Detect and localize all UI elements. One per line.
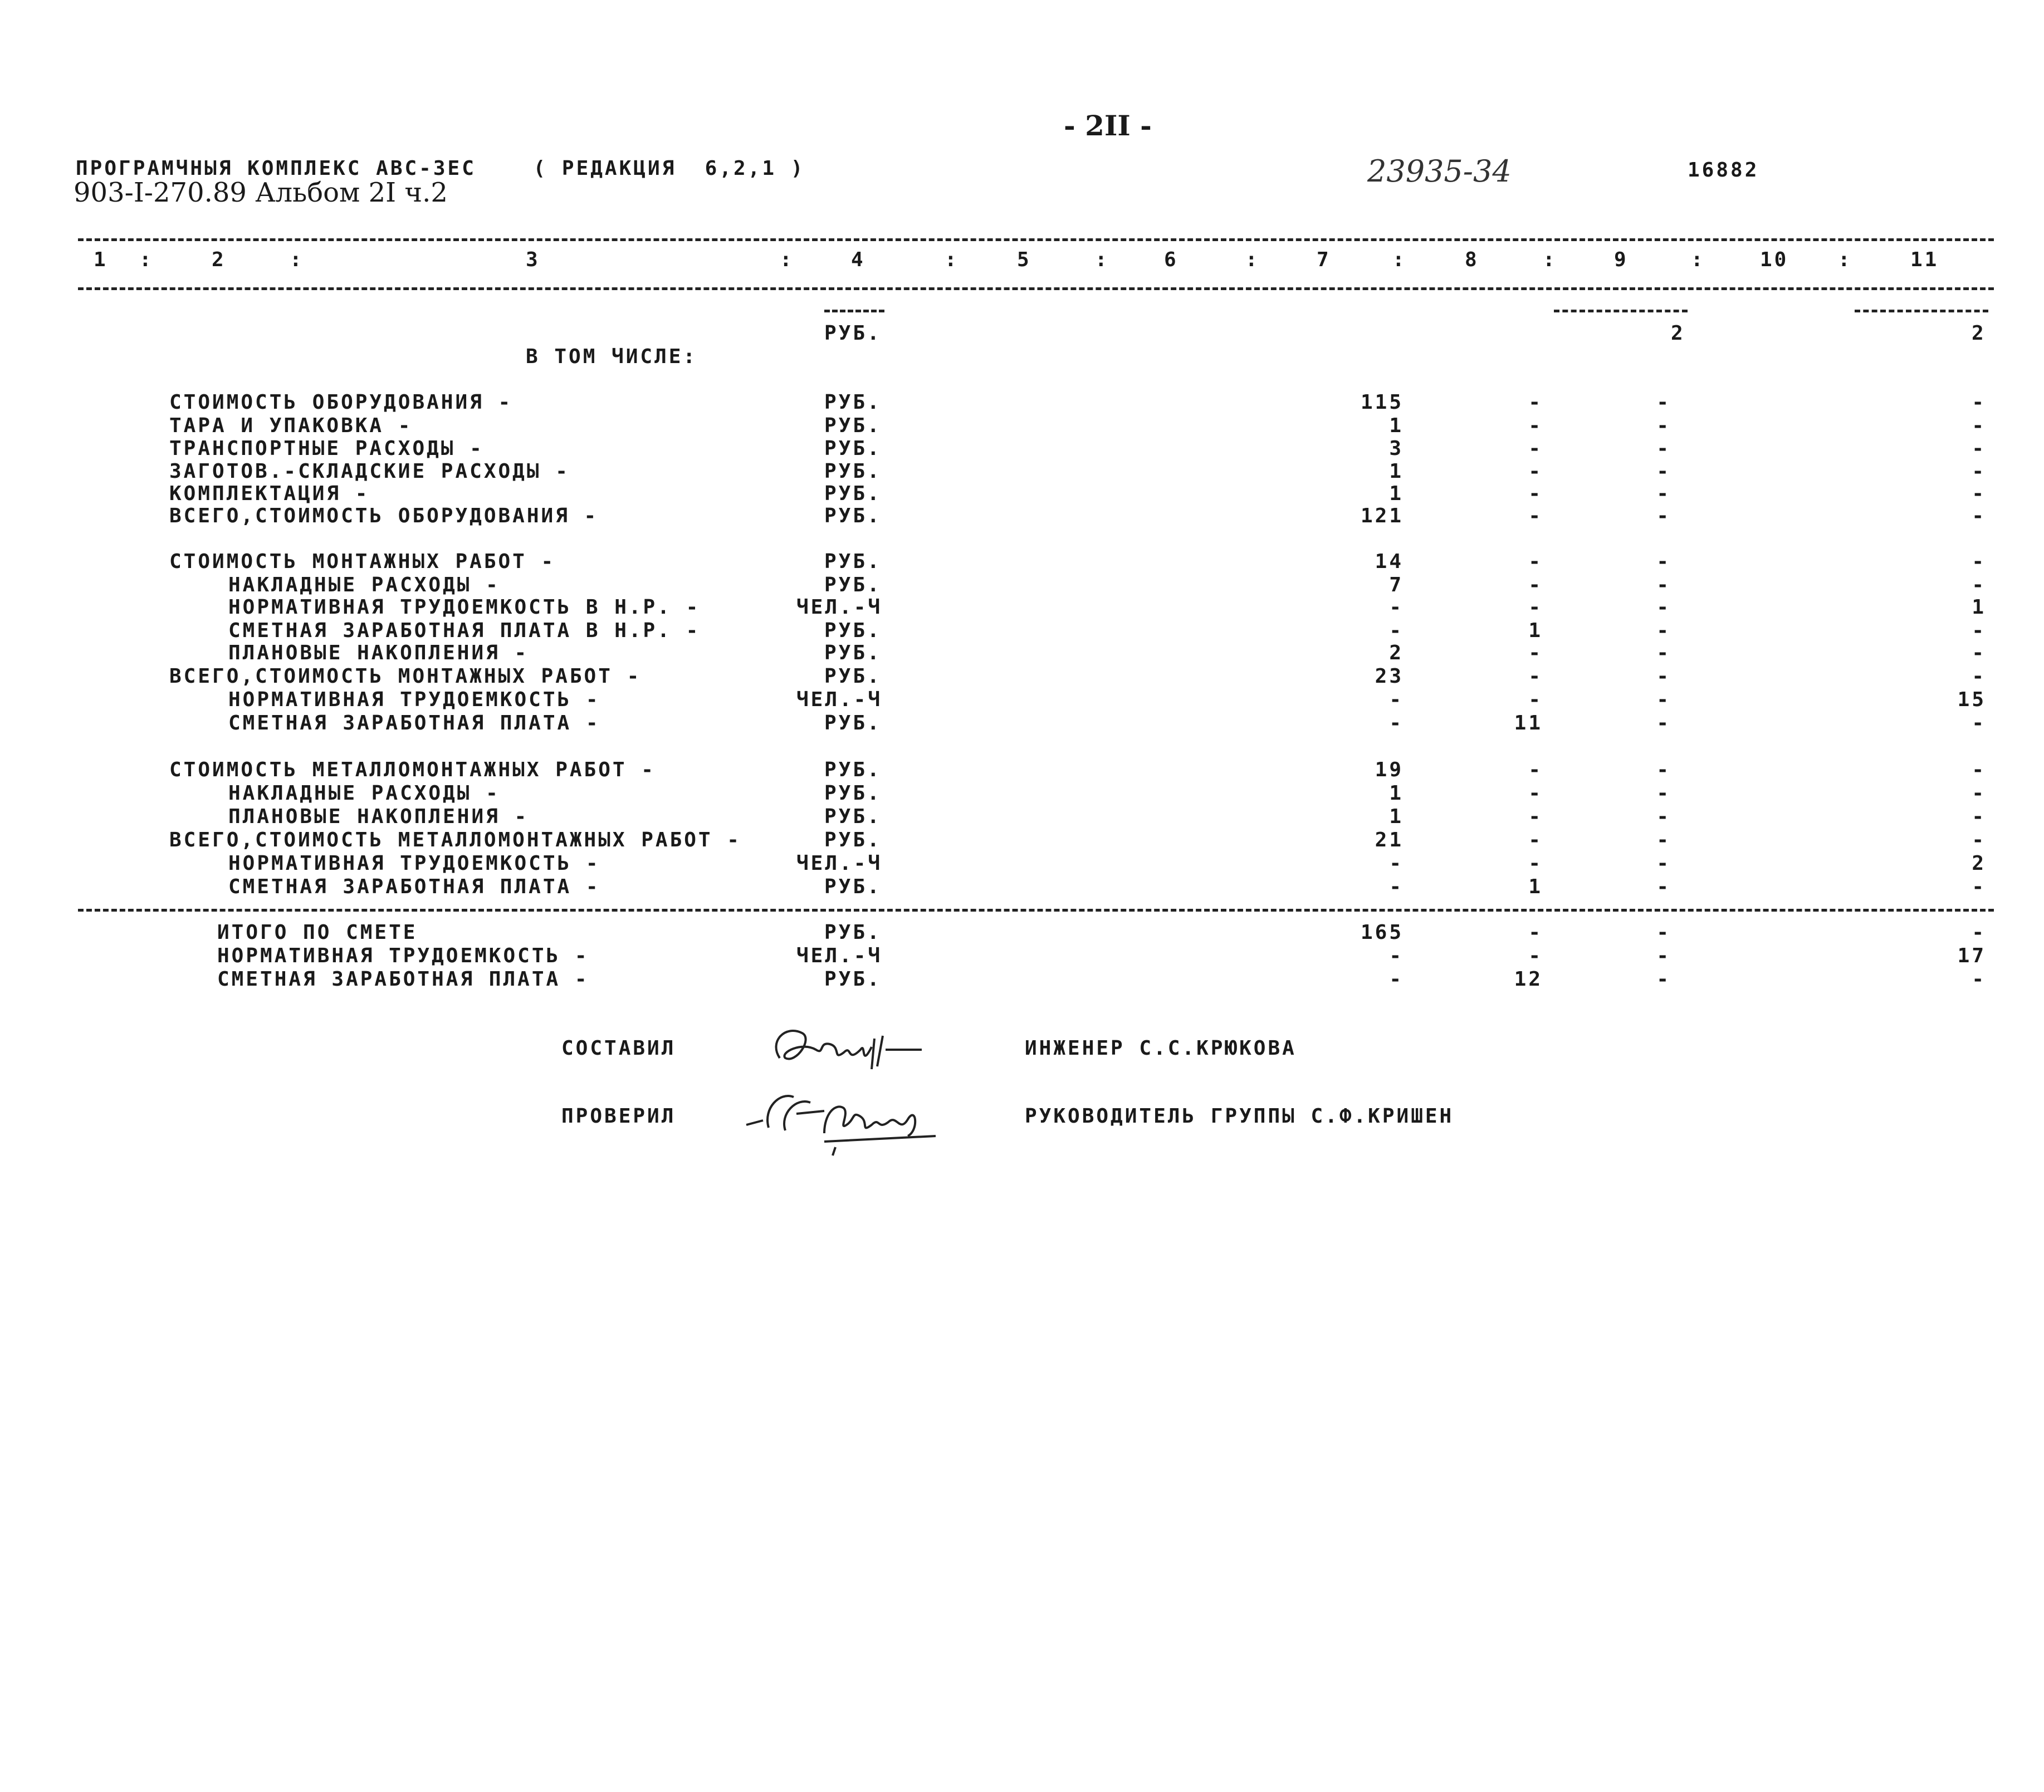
column-header: 4 [851, 248, 865, 271]
row-label: СМЕТНАЯ ЗАРАБОТНАЯ ПЛАТА - [228, 875, 600, 898]
row-cell-col8: - [1528, 782, 1543, 805]
checked-label: ПРОВЕРИЛ [561, 1105, 676, 1128]
row-label: НАКЛАДНЫЕ РАСХОДЫ - [228, 574, 500, 596]
row-cell-col11: 15 [1957, 688, 1986, 711]
row-label: ВСЕГО,СТОИМОСТЬ ОБОРУДОВАНИЯ - [169, 505, 599, 527]
row-unit: РУБ. [824, 550, 882, 573]
row-label: НОРМАТИВНАЯ ТРУДОЕМКОСТЬ - [228, 852, 600, 875]
row-cell-col7: 1 [1389, 414, 1404, 437]
row-cell-col11: - [1972, 619, 1986, 642]
row-cell-col7: - [1389, 619, 1404, 642]
column-header: 7 [1317, 248, 1331, 271]
row-cell-col8: - [1528, 852, 1543, 875]
column-separator: : [945, 248, 959, 271]
row-cell-col9: - [1656, 505, 1671, 527]
row-label: НОРМАТИВНАЯ ТРУДОЕМКОСТЬ - [228, 688, 600, 711]
row-label: ТАРА И УПАКОВКА - [169, 414, 413, 437]
row-cell-col11: - [1972, 505, 1986, 527]
column-separator: : [1245, 248, 1260, 271]
row-cell-col7: 23 [1375, 665, 1404, 688]
row-unit: РУБ. [824, 574, 882, 596]
row-cell-col8: 1 [1528, 875, 1543, 898]
document-code: 16882 [1688, 159, 1759, 182]
row-cell-col9: - [1656, 688, 1671, 711]
row-label: ЗАГОТОВ.-СКЛАДСКИЕ РАСХОДЫ - [169, 460, 570, 483]
compiled-signature [763, 1019, 930, 1080]
row-label: СМЕТНАЯ ЗАРАБОТНАЯ ПЛАТА - [228, 712, 600, 735]
row-unit: ЧЕЛ.-Ч [796, 596, 883, 619]
column-separator: : [139, 248, 154, 271]
row-cell-col11: - [1972, 574, 1986, 596]
row-cell-col9: - [1656, 619, 1671, 642]
checked-signature [741, 1080, 952, 1158]
project-code: 903-I-270.89 Альбом 2I ч.2 [74, 177, 448, 208]
header-bottom-rule [78, 287, 1994, 290]
row-cell-col9: - [1656, 875, 1671, 898]
column-header: 6 [1164, 248, 1179, 271]
row-cell-col9: - [1656, 482, 1671, 505]
col9-underline [1554, 310, 1688, 312]
row-cell-col11: - [1972, 414, 1986, 437]
row-label: НОРМАТИВНАЯ ТРУДОЕМКОСТЬ В Н.Р. - [228, 596, 701, 619]
row-cell-col11: - [1972, 921, 1986, 944]
compiled-by: ИНЖЕНЕР С.С.КРЮКОВА [1025, 1037, 1297, 1060]
column-separator: : [1543, 248, 1557, 271]
column-header: 10 [1760, 248, 1789, 271]
row-cell-col8: - [1528, 596, 1543, 619]
row-cell-col11: - [1972, 875, 1986, 898]
row-cell-col11: - [1972, 391, 1986, 414]
row-cell-col9: - [1656, 758, 1671, 781]
row-cell-col9: - [1656, 712, 1671, 735]
row-cell-col8: 12 [1514, 968, 1543, 991]
row-cell-col7: 115 [1360, 391, 1404, 414]
row-unit: РУБ. [824, 805, 882, 828]
row-unit: РУБ. [824, 482, 882, 505]
row-cell-col7: 7 [1389, 574, 1404, 596]
row-cell-col8: - [1528, 574, 1543, 596]
row-cell-col11: - [1972, 665, 1986, 688]
row-label: ВСЕГО,СТОИМОСТЬ МЕТАЛЛОМОНТАЖНЫХ РАБОТ - [169, 829, 741, 851]
row-unit: РУБ. [824, 437, 882, 460]
row-unit: РУБ. [824, 414, 882, 437]
row-label: СТОИМОСТЬ ОБОРУДОВАНИЯ - [169, 391, 513, 414]
row-cell-col8: - [1528, 688, 1543, 711]
column-header: 5 [1017, 248, 1031, 271]
row-cell-col11: - [1972, 482, 1986, 505]
row-unit: РУБ. [824, 968, 882, 991]
row-unit: РУБ. [824, 619, 882, 642]
checked-by: РУКОВОДИТЕЛЬ ГРУППЫ С.Ф.КРИШЕН [1025, 1105, 1454, 1128]
row-label: СТОИМОСТЬ МОНТАЖНЫХ РАБОТ - [169, 550, 556, 573]
row-cell-col7: - [1389, 712, 1404, 735]
row-unit: ЧЕЛ.-Ч [796, 688, 883, 711]
row-cell-col9: - [1656, 642, 1671, 664]
row-cell-col7: 21 [1375, 829, 1404, 851]
top-col11-value: 2 [1972, 322, 1986, 345]
row-cell-col9: - [1656, 550, 1671, 573]
row-cell-col8: - [1528, 437, 1543, 460]
column-separator: : [290, 248, 304, 271]
row-cell-col11: - [1972, 782, 1986, 805]
row-cell-col7: 1 [1389, 482, 1404, 505]
row-label: КОМПЛЕКТАЦИЯ - [169, 482, 370, 505]
row-cell-col7: 165 [1360, 921, 1404, 944]
row-unit: РУБ. [824, 460, 882, 483]
row-unit: РУБ. [824, 505, 882, 527]
column-separator: : [1392, 248, 1407, 271]
row-unit: РУБ. [824, 921, 882, 944]
header-top-rule [78, 238, 1994, 241]
row-cell-col7: - [1389, 596, 1404, 619]
row-cell-col7: - [1389, 852, 1404, 875]
row-cell-col8: - [1528, 460, 1543, 483]
top-col9-value: 2 [1671, 322, 1685, 345]
row-cell-col7: 1 [1389, 782, 1404, 805]
row-cell-col11: - [1972, 968, 1986, 991]
column-separator: : [780, 248, 794, 271]
row-cell-col8: - [1528, 642, 1543, 664]
row-cell-col9: - [1656, 805, 1671, 828]
row-cell-col8: - [1528, 829, 1543, 851]
row-cell-col8: - [1528, 758, 1543, 781]
row-cell-col9: - [1656, 829, 1671, 851]
row-unit: РУБ. [824, 829, 882, 851]
compiled-label: СОСТАВИЛ [561, 1037, 676, 1060]
row-cell-col11: - [1972, 550, 1986, 573]
row-cell-col11: 2 [1972, 852, 1986, 875]
row-label: СМЕТНАЯ ЗАРАБОТНАЯ ПЛАТА - [217, 968, 589, 991]
row-cell-col8: - [1528, 921, 1543, 944]
row-cell-col11: - [1972, 758, 1986, 781]
row-cell-col7: 19 [1375, 758, 1404, 781]
row-cell-col7: 121 [1360, 505, 1404, 527]
column-separator: : [1838, 248, 1852, 271]
row-cell-col7: 14 [1375, 550, 1404, 573]
row-cell-col11: - [1972, 805, 1986, 828]
row-cell-col11: - [1972, 829, 1986, 851]
row-label: ПЛАНОВЫЕ НАКОПЛЕНИЯ - [228, 642, 529, 664]
column-header: 1 [94, 248, 108, 271]
row-label: ПЛАНОВЫЕ НАКОПЛЕНИЯ - [228, 805, 529, 828]
row-label: СТОИМОСТЬ МЕТАЛЛОМОНТАЖНЫХ РАБОТ - [169, 758, 656, 781]
row-cell-col7: - [1389, 688, 1404, 711]
row-cell-col9: - [1656, 414, 1671, 437]
row-cell-col11: - [1972, 642, 1986, 664]
row-cell-col7: 1 [1389, 805, 1404, 828]
row-cell-col11: 1 [1972, 596, 1986, 619]
row-cell-col9: - [1656, 782, 1671, 805]
row-cell-col11: 17 [1957, 944, 1986, 967]
top-unit: РУБ. [824, 322, 882, 345]
row-cell-col8: 1 [1528, 619, 1543, 642]
row-cell-col8: 11 [1514, 712, 1543, 735]
column-header: 11 [1910, 248, 1939, 271]
row-cell-col11: - [1972, 460, 1986, 483]
row-cell-col9: - [1656, 460, 1671, 483]
column-separator: : [1095, 248, 1109, 271]
row-label: НОРМАТИВНАЯ ТРУДОЕМКОСТЬ - [217, 944, 589, 967]
row-cell-col9: - [1656, 437, 1671, 460]
col11-underline [1855, 310, 1988, 312]
row-unit: РУБ. [824, 758, 882, 781]
row-unit: РУБ. [824, 665, 882, 688]
row-cell-col7: 1 [1389, 460, 1404, 483]
row-cell-col11: - [1972, 437, 1986, 460]
row-label: ИТОГО ПО СМЕТЕ [217, 921, 418, 944]
row-unit: РУБ. [824, 712, 882, 735]
row-cell-col7: - [1389, 944, 1404, 967]
row-unit: РУБ. [824, 875, 882, 898]
row-label: ВСЕГО,СТОИМОСТЬ МОНТАЖНЫХ РАБОТ - [169, 665, 642, 688]
column-header: 9 [1614, 248, 1629, 271]
row-unit: РУБ. [824, 391, 882, 414]
row-cell-col8: - [1528, 805, 1543, 828]
row-cell-col11: - [1972, 712, 1986, 735]
row-label: ТРАНСПОРТНЫЕ РАСХОДЫ - [169, 437, 484, 460]
subheading: В ТОМ ЧИСЛЕ: [526, 345, 698, 368]
column-separator: : [1691, 248, 1705, 271]
row-cell-col7: - [1389, 875, 1404, 898]
row-cell-col8: - [1528, 944, 1543, 967]
row-label: СМЕТНАЯ ЗАРАБОТНАЯ ПЛАТА В Н.Р. - [228, 619, 701, 642]
handwritten-number: 23935-34 [1367, 154, 1512, 189]
row-cell-col9: - [1656, 968, 1671, 991]
row-cell-col8: - [1528, 414, 1543, 437]
row-cell-col9: - [1656, 574, 1671, 596]
row-cell-col8: - [1528, 665, 1543, 688]
row-cell-col9: - [1656, 665, 1671, 688]
row-label: НАКЛАДНЫЕ РАСХОДЫ - [228, 782, 500, 805]
page-number: - 2II - [1064, 109, 1152, 142]
column-header: 2 [212, 248, 226, 271]
row-cell-col9: - [1656, 391, 1671, 414]
row-cell-col9: - [1656, 852, 1671, 875]
row-cell-col9: - [1656, 944, 1671, 967]
row-unit: ЧЕЛ.-Ч [796, 944, 883, 967]
row-unit: РУБ. [824, 782, 882, 805]
row-cell-col7: 2 [1389, 642, 1404, 664]
column-header: 3 [526, 248, 540, 271]
row-cell-col8: - [1528, 391, 1543, 414]
row-cell-col8: - [1528, 505, 1543, 527]
unit-underline [824, 310, 884, 312]
row-unit: РУБ. [824, 642, 882, 664]
row-unit: ЧЕЛ.-Ч [796, 852, 883, 875]
program-title: ПРОГРАМЧНЫЯ КОМПЛЕКС АВС-ЗЕС ( РЕДАКЦИЯ 6,2,1 ) [76, 157, 805, 180]
totals-rule [78, 909, 1994, 912]
row-cell-col9: - [1656, 921, 1671, 944]
column-header: 8 [1465, 248, 1479, 271]
row-cell-col8: - [1528, 482, 1543, 505]
row-cell-col9: - [1656, 596, 1671, 619]
row-cell-col7: 3 [1389, 437, 1404, 460]
row-cell-col8: - [1528, 550, 1543, 573]
row-cell-col7: - [1389, 968, 1404, 991]
